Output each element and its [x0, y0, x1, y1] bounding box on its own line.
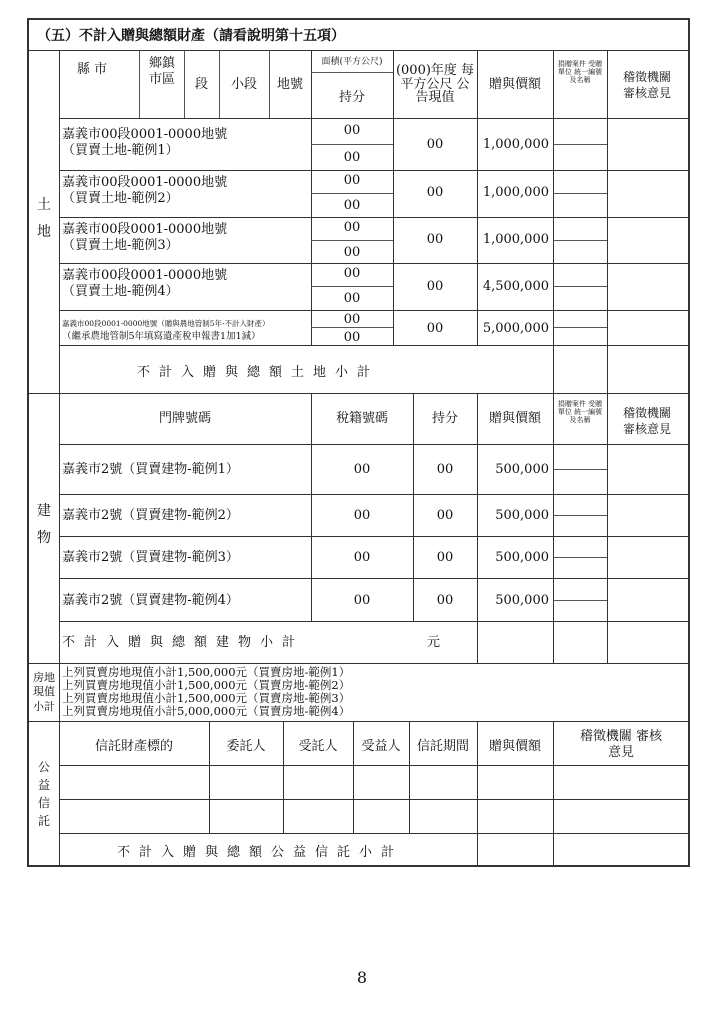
title-divider — [29, 50, 688, 51]
house-land-line-4: 上列買賣房地現值小計5,000,000元（買賣房地-範例4） — [62, 704, 351, 718]
row-line — [59, 170, 688, 171]
building-share: 00 — [436, 550, 454, 565]
header-county: 縣 市 — [76, 62, 108, 77]
land-area: 00 — [343, 123, 361, 138]
col-div — [409, 721, 410, 833]
land-desc-note: （買賣土地-範例2） — [62, 191, 179, 206]
land-gift: 1,000,000 — [482, 185, 549, 200]
split-line — [553, 240, 607, 241]
header-share: 持分 — [431, 411, 458, 426]
land-value: 00 — [426, 232, 444, 247]
header-township: 鄉鎮 市區 — [148, 56, 175, 88]
building-tax-id: 00 — [353, 593, 371, 608]
split-line — [553, 144, 607, 145]
section-line — [29, 393, 688, 394]
col-div — [607, 393, 608, 663]
col-div — [413, 393, 414, 621]
land-value: 00 — [426, 137, 444, 152]
house-land-line-2: 上列買賣房地現值小計1,500,000元（買賣房地-範例2） — [62, 678, 351, 692]
row-line — [59, 621, 688, 622]
col-div — [311, 393, 312, 621]
col-div — [209, 721, 210, 833]
split-line — [311, 327, 393, 328]
land-share: 00 — [343, 150, 361, 165]
area-divider — [311, 72, 393, 73]
building-tax-id: 00 — [353, 550, 371, 565]
col-div — [283, 721, 284, 833]
building-tax-id: 00 — [353, 462, 371, 477]
col-div — [553, 721, 554, 867]
split-line — [553, 193, 607, 194]
header-section: 段 — [194, 77, 208, 92]
row-line — [59, 765, 688, 766]
land-gift: 1,000,000 — [482, 232, 549, 247]
building-share: 00 — [436, 593, 454, 608]
header-lot: 地號 — [276, 77, 303, 92]
land-section-label: 土 地 — [37, 197, 51, 240]
building-gift: 500,000 — [495, 550, 549, 565]
land-share: 00 — [343, 245, 361, 260]
form-title: （五）不計入贈與總額財產（請看說明第十五項） — [37, 28, 345, 44]
trust-header-review: 稽徵機關 審核意見 — [579, 729, 663, 760]
split-line — [553, 327, 607, 328]
split-line — [553, 469, 607, 470]
building-subtotal-unit: 元 — [427, 635, 441, 650]
col-div — [353, 721, 354, 833]
col-div — [553, 50, 554, 393]
building-gift: 500,000 — [495, 508, 549, 523]
trust-section-label: 公 益 信 託 — [37, 760, 50, 828]
col-div — [607, 50, 608, 393]
row-line — [59, 263, 688, 264]
col-div — [553, 393, 554, 663]
section-line — [29, 663, 688, 664]
header-area: 面積(平方公尺) — [321, 57, 383, 67]
header-announced-value: (000)年度 每平方公尺 公告現值 — [395, 63, 475, 106]
land-label-divider — [59, 50, 60, 393]
land-area: 00 — [343, 220, 361, 235]
row-line — [59, 494, 688, 495]
building-tax-id: 00 — [353, 508, 371, 523]
building-address: 嘉義市2號（買賣建物-範例2） — [62, 508, 239, 523]
building-share: 00 — [436, 462, 454, 477]
col-div — [139, 50, 140, 118]
land-value: 00 — [426, 321, 444, 336]
land-desc: 嘉義市00段0001-0000地號 — [62, 222, 228, 237]
header-review: 稽徵機關 審核意見 — [622, 70, 671, 100]
trust-header-trustee: 受託人 — [298, 739, 338, 754]
split-line — [311, 240, 393, 241]
land-share: 00 — [343, 198, 361, 213]
land-desc-note: （買賣土地-範例4） — [62, 284, 179, 299]
land-value: 00 — [426, 185, 444, 200]
land-gift: 4,500,000 — [482, 279, 549, 294]
building-section-label: 建 物 — [37, 503, 51, 546]
land-area: 00 — [343, 266, 361, 281]
building-gift: 500,000 — [495, 593, 549, 608]
split-line — [553, 286, 607, 287]
land-desc-note: （買賣土地-範例3） — [62, 238, 179, 253]
land-subtotal-label: 不計入贈與總額土地小計 — [137, 365, 380, 380]
building-address: 嘉義市2號（買賣建物-範例1） — [62, 462, 239, 477]
building-address: 嘉義市2號（買賣建物-範例3） — [62, 550, 239, 565]
trust-header-settlor: 委託人 — [226, 739, 266, 754]
row-line — [59, 345, 688, 346]
header-share: 持分 — [338, 90, 365, 105]
header-address: 門牌號碼 — [158, 411, 211, 426]
row-line — [59, 444, 688, 445]
header-donee: 捐贈案件 受贈單位 統一編號 及名稱 — [557, 60, 603, 85]
header-review: 稽徵機關 審核意見 — [622, 406, 671, 436]
row-line — [59, 217, 688, 218]
split-line — [553, 557, 607, 558]
land-share: 00 — [343, 291, 361, 306]
land-gift: 5,000,000 — [482, 321, 549, 336]
header-gift-value: 贈與價額 — [488, 77, 541, 92]
land-desc: 嘉義市00段0001-0000地號 — [62, 175, 228, 190]
building-subtotal-label: 不計入贈與總額建物小計 — [62, 635, 305, 650]
trust-header-beneficiary: 受益人 — [361, 739, 401, 754]
col-div — [477, 393, 478, 663]
house-land-line-1: 上列買賣房地現值小計1,500,000元（買賣房地-範例1） — [62, 665, 351, 679]
land-value: 00 — [426, 279, 444, 294]
trust-header-gift-value: 贈與價額 — [488, 739, 541, 754]
section-line — [29, 721, 688, 722]
land-desc: 嘉義市00段0001-0000地號（贈與農地管制5年-不計入財產） — [62, 319, 270, 328]
land-desc: 嘉義市00段0001-0000地號 — [62, 127, 228, 142]
building-address: 嘉義市2號（買賣建物-範例4） — [62, 593, 239, 608]
trust-header-target: 信託財產標的 — [94, 739, 173, 754]
split-line — [311, 193, 393, 194]
split-line — [311, 286, 393, 287]
gift-exclusion-form — [27, 18, 690, 867]
land-desc-note: （繼承農地管制5年填寫遺產稅申報書1加1減） — [62, 331, 261, 342]
row-line — [59, 578, 688, 579]
land-gift: 1,000,000 — [482, 137, 549, 152]
row-line — [59, 799, 688, 800]
split-line — [311, 144, 393, 145]
split-line — [553, 515, 607, 516]
trust-subtotal-label: 不計入贈與總額公益信託小計 — [117, 845, 404, 860]
land-desc: 嘉義市00段0001-0000地號 — [62, 268, 228, 283]
land-desc-note: （買賣土地-範例1） — [62, 143, 179, 158]
header-tax-id: 稅籍號碼 — [335, 411, 388, 426]
building-label-divider — [59, 393, 60, 663]
house-land-line-3: 上列買賣房地現值小計1,500,000元（買賣房地-範例3） — [62, 691, 351, 705]
trust-header-period: 信託期間 — [416, 739, 469, 754]
building-gift: 500,000 — [495, 462, 549, 477]
building-share: 00 — [436, 508, 454, 523]
house-land-section-label: 房地 現值 小計 — [33, 671, 55, 713]
house-land-divider — [59, 663, 60, 721]
header-subsection: 小段 — [230, 77, 257, 92]
row-line — [59, 310, 688, 311]
row-line — [59, 833, 688, 834]
land-area: 00 — [343, 312, 361, 327]
header-donee: 捐贈案件 受贈單位 統一編號 及名稱 — [557, 400, 603, 425]
header-gift-value: 贈與價額 — [488, 411, 541, 426]
row-line — [59, 118, 688, 119]
page-number: 8 — [356, 968, 368, 987]
land-share: 00 — [343, 330, 361, 345]
split-line — [553, 600, 607, 601]
land-area: 00 — [343, 173, 361, 188]
row-line — [59, 536, 688, 537]
